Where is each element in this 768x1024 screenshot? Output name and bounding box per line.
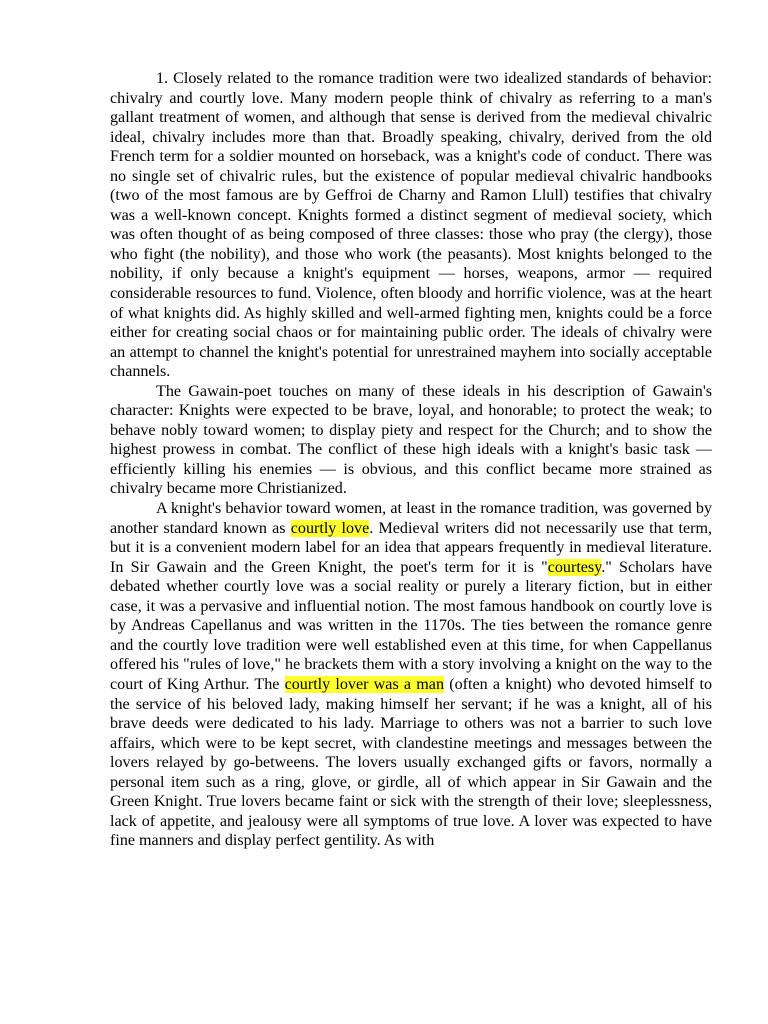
text-run: ." Scholars have debated whether courtly love was a social reality or purely a literary fiction, but in either case, it was a pervasive and influential notion. The most famous handbook on courtly love is by Andreas Capellanus and was written in the 1170s. The ties between the romance genre and the courtly love tradition were well established even at this time, for when Cappellanus offered his "rules of love," he brackets them with a story involving a knight on the way to the court of King Arthur. The	[110, 558, 712, 693]
text-run: (often a knight) who devoted himself to the service of his beloved lady, making himself her servant; if he was a knight, all of his brave deeds were dedicated to his lady. Marriage to others was not a barrier to such love affairs, which were to be kept secret, with clandestine meetings and messages between the lovers relayed by go-betweens. The lovers usually exchanged gifts or favors, normally a personal item such as a ring, glove, or girdle, all of which appear in Sir Gawain and the Green Knight. True lovers became faint or sick with the strength of their love; sleeplessness, lack of appetite, and jealousy were all symptoms of true love. A lover was expected to have fine manners and display perfect gentility. As with	[110, 675, 712, 850]
highlight-courtly-love: courtly love	[290, 519, 370, 537]
document-body	[110, 69, 712, 851]
list-number: 1.	[156, 70, 169, 87]
paragraph-text: Closely related to the romance tradition were two idealized standards of behavior: chivalry and courtly love. Many modern people think of chivalry as referring to a man's gallant treatment of women, and although that sense is derived from the medieval chivalric ideal, chivalry includes more than that. Broadly speaking, chivalry, derived from the old French term for a soldier mounted on horseback, was a knight's code of conduct. There was no single set of chivalric rules, but the existence of popular medieval chivalric handbooks (two of the most famous are by Geffroi de Charny and Ramon Llull) testifies that chivalry was a well-known concept. Knights formed a distinct segment of medieval society, which was often thought of as being composed of three classes: those who pray (the clergy), those who fight (the nobility), and those who work (the peasants). Most knights belonged to the nobility, if only because a knight's equipment — horses, weapons, armor — required considerable resources to fund. Violence, often bloody and horrific violence, was at the heart of what knights did. As highly skilled and well-armed fighting men, knights could be a force either for creating social chaos or for maintaining public order. The ideals of chivalry were an attempt to channel the knight's potential for unrestrained mayhem into socially acceptable channels.	[110, 70, 713, 381]
highlight-courtesy: courtesy	[547, 558, 602, 576]
highlight-courtly-lover: courtly lover was a man	[284, 675, 444, 693]
text-run: A knight's behavior toward women, at least in the romance tradition, was governed by another standard known as	[110, 500, 712, 537]
paragraph-courtly-love	[110, 499, 712, 851]
paragraph-gawain-poet: The Gawain-poet touches on many of these ideals in his description of Gawain's character: Knights were expected to be brave, loyal, and honorable; to protect the weak; to behave nobly toward women; to display piety and respect for the Church; and to show the highest prowess in combat. The conflict of these high ideals with a knight's basic task — efficiently killing his enemies — is obvious, and this conflict became more strained as chivalry became more Christianized.	[110, 382, 712, 498]
numbered-paragraph-1	[110, 69, 712, 382]
text-run: . Medieval writers did not necessarily use that term, but it is a convenient modern label for an idea that appears frequently in medieval literature. In Sir Gawain and the Green Knight, the poet's term for it is "	[110, 519, 713, 576]
